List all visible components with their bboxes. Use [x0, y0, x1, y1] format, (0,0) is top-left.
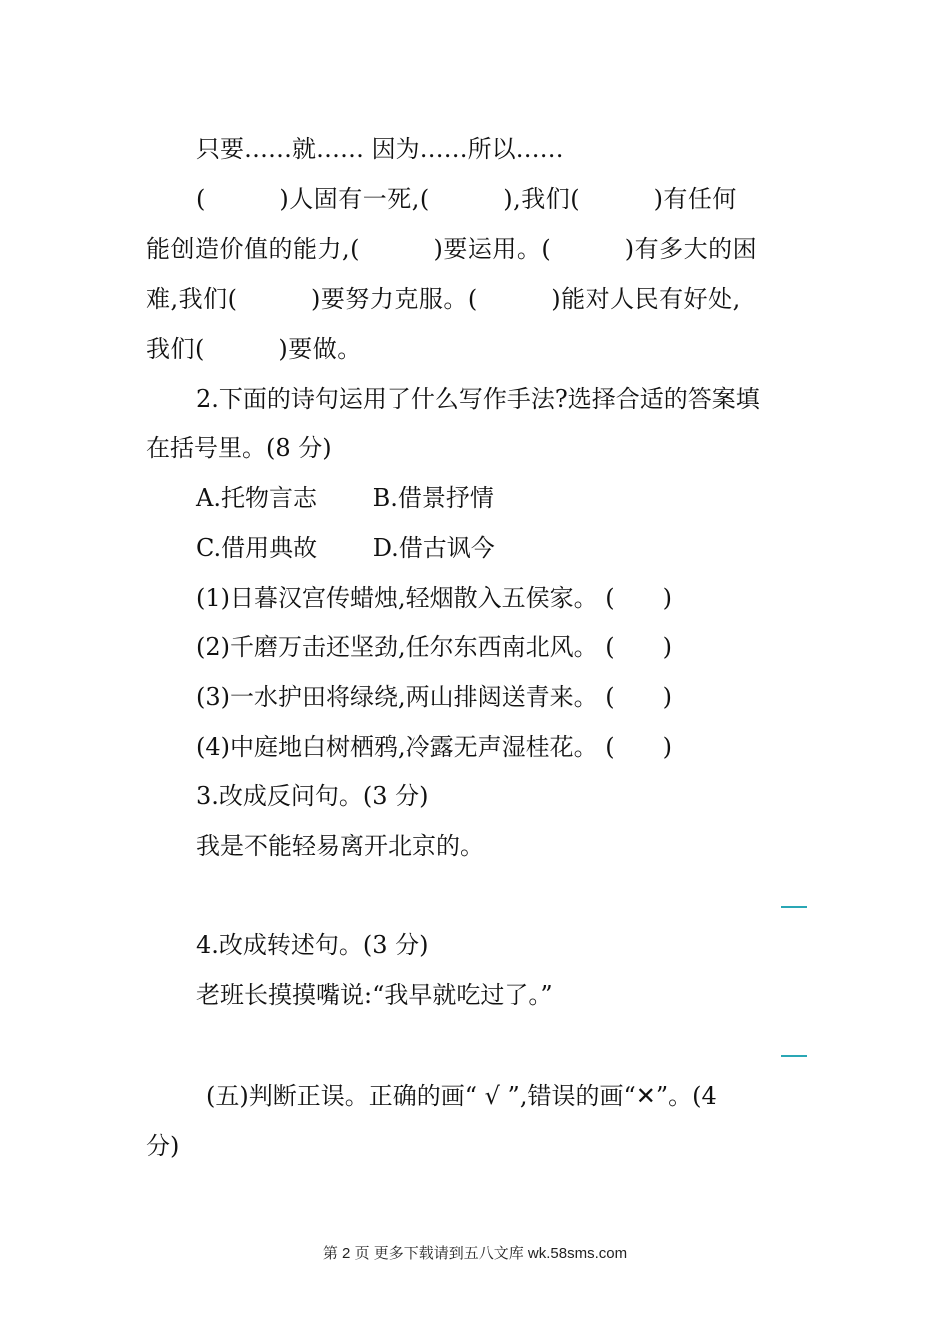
question-2-options-row-1: A.托物言志 B.借景抒情: [196, 484, 494, 512]
question-2-item-1: (1)日暮汉宫传蜡烛,轻烟散入五侯家。 ( ): [196, 584, 672, 612]
question-4-sentence: 老班长摸摸嘴说:“我早就吃过了。”: [196, 981, 553, 1009]
section-5-title-line-2: 分): [146, 1132, 180, 1160]
question-3-sentence: 我是不能轻易离开北京的。: [196, 832, 484, 860]
fill-paragraph-line-4: 我们( )要做。: [146, 335, 362, 363]
fill-paragraph-line-2: 能创造价值的能力,( )要运用。( )有多大的困: [146, 235, 758, 263]
question-2-title-line-1: 2.下面的诗句运用了什么写作手法?选择合适的答案填: [196, 385, 760, 413]
question-2-item-2: (2)千磨万击还坚劲,任尔东西南北风。 ( ): [196, 633, 672, 661]
question-2-item-3: (3)一水护田将绿绕,两山排闼送青来。 ( ): [196, 683, 672, 711]
question-4-answer-line[interactable]: [781, 1055, 807, 1057]
question-2-item-4: (4)中庭地白树栖鸦,冷露无声湿桂花。 ( ): [196, 733, 672, 761]
page-footer: 第 2 页 更多下载请到五八文库 wk.58sms.com: [322, 1245, 628, 1262]
fill-paragraph-line-1: ( )人固有一死,( ),我们( )有任何: [196, 185, 737, 213]
question-3-answer-line[interactable]: [781, 906, 807, 908]
section-5-title-line-1: (五)判断正误。正确的画“ √ ”,错误的画“✕”。(4: [206, 1082, 717, 1110]
conjunction-word-options: 只要……就…… 因为……所以……: [196, 135, 564, 163]
question-4-title: 4.改成转述句。(3 分): [196, 931, 429, 959]
question-2-options-row-2: C.借用典故 D.借古讽今: [196, 534, 495, 562]
fill-paragraph-line-3: 难,我们( )要努力克服。( )能对人民有好处,: [146, 285, 741, 313]
question-3-title: 3.改成反问句。(3 分): [196, 782, 429, 810]
question-2-title-line-2: 在括号里。(8 分): [146, 434, 332, 462]
